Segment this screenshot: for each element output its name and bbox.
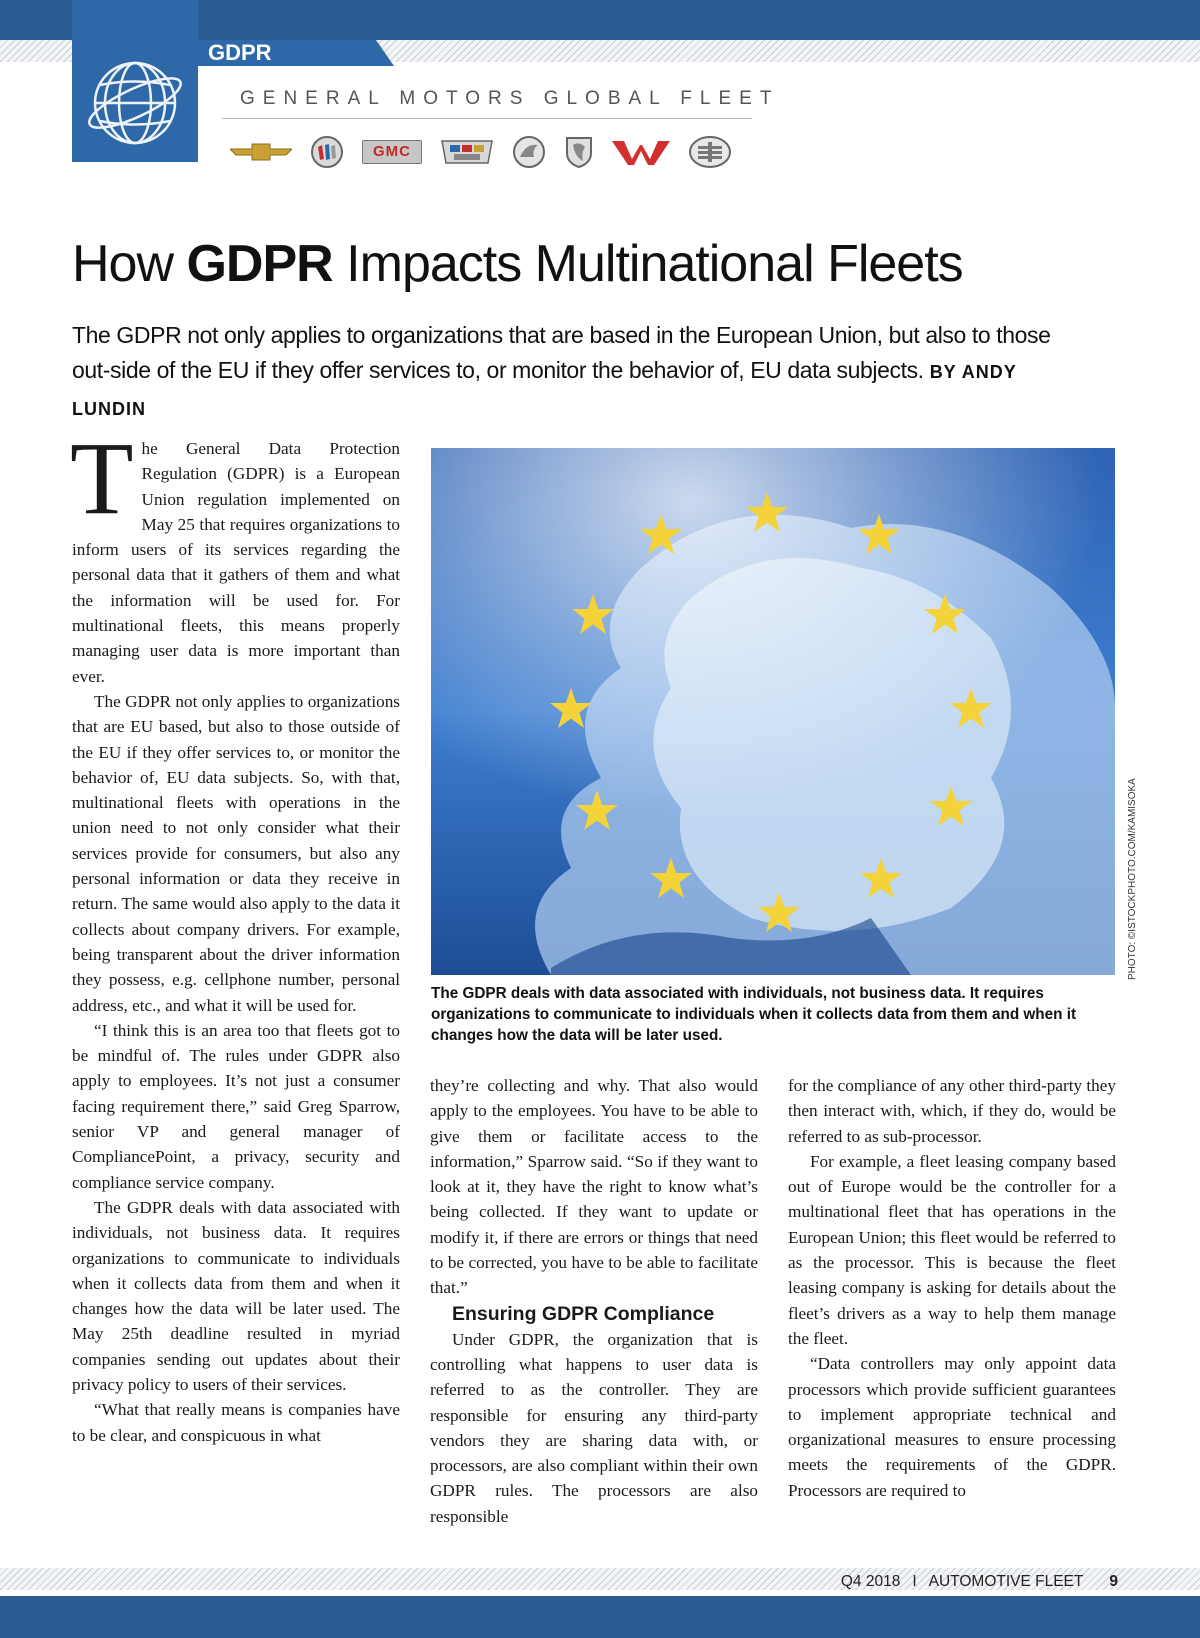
paragraph: The GDPR not only applies to organizations that are EU based, but also to those outside of the EU if they offer services to, or monitor the behavior of, EU data subjects. So, with that, multinational fleets with operations in the union need to not only consider what their services provide for consumers, but also any personal information or data they receive in return. The same would also apply to the data it collects about company drivers. For example, being transparent about the driver information they possess, e.g. cellphone number, personal address, etc., and what it will be used for.	[72, 691, 400, 1015]
page-footer	[841, 1568, 1118, 1596]
jiefang-logo-icon	[688, 135, 732, 169]
paragraph: For example, a fleet leasing company based out of Europe would be the controller for a multinational fleet that has operations in the European Union; this fleet would be referred to as the processor. This is because the fleet leasing company is asking for details about the fleet’s drivers as a way to help them manage the fleet.	[788, 1151, 1116, 1348]
page-number: 9	[1109, 1573, 1118, 1590]
section-subhead: Ensuring GDPR Compliance	[452, 1302, 715, 1325]
paragraph: The General Data Protection Regulation (GDPR) is a European Union regulation implemented on May 25 that requires organizations to inform users of its services regarding the personal data that it gathers of them and what the information will be used for. For multinational fleets, this means properly managing user data is more important than ever.	[70, 421, 400, 686]
paragraph: for the compliance of any other third-party they then interact with, which, if they do, would be referred to as sub-processor.	[788, 1076, 1116, 1146]
byline: BY ANDY LUNDIN	[72, 362, 1017, 419]
europe-stars-illustration	[431, 448, 1115, 975]
globe-icon	[82, 50, 188, 156]
brand-logo-row	[230, 132, 732, 172]
deck-text: The GDPR not only applies to organizations that are based in the European Union, but also to those out-side of the EU if they offer services to, or monitor the behavior of, EU data subjects.	[72, 322, 1051, 383]
drop-cap: T	[70, 421, 134, 536]
wuling-logo-icon	[612, 137, 670, 167]
photo-credit: PHOTO: ©ISTOCKPHOTO.COM/KAMISOKA	[1127, 778, 1138, 980]
buick-logo-icon	[310, 135, 344, 169]
article-headline	[72, 232, 963, 296]
headline-bold: GDPR	[186, 235, 333, 293]
eu-map-photo	[431, 448, 1115, 975]
cadillac-logo-icon	[440, 139, 494, 165]
holden-logo-icon	[512, 135, 546, 169]
section-tab-label: GDPR	[208, 40, 272, 65]
footer-issue: Q4 2018	[840, 1573, 901, 1590]
headline-pre: How	[72, 235, 187, 293]
baojun-logo-icon	[564, 135, 594, 169]
gmc-logo-icon: GMC	[362, 140, 422, 164]
headline-post: Impacts Multinational Fleets	[332, 235, 963, 293]
paragraph: “What that really means is companies have to be clear, and conspicuous in what	[72, 1400, 400, 1445]
globe-logo-box	[72, 0, 198, 162]
footer-separator: I	[912, 1573, 917, 1590]
bottom-color-band	[0, 1596, 1200, 1638]
chevrolet-logo-icon	[230, 142, 292, 162]
article-deck	[72, 318, 1082, 427]
photo-caption: The GDPR deals with data associated with individuals, not business data. It requires organizations to communicate to individuals when it collects data from them and when it changes how the data will be later used.	[431, 985, 1077, 1044]
article-column-1	[70, 421, 400, 1448]
paragraph: “Data controllers may only appoint data processors which provide sufficient guarantees to implement appropriate technical and organizational measures to ensure processing meets the requirements of the GDPR. Processors are required to	[788, 1354, 1116, 1500]
paragraph: “I think this is an area too that fleets got to be mindful of. The rules under GDPR also apply to employees. It’s not just a consumer facing requirement there,” said Greg Sparrow, senior VP and general manager of CompliancePoint, a privacy, security and compliance service company.	[72, 1020, 400, 1192]
article-column-2	[430, 1073, 758, 1529]
paragraph: they’re collecting and why. That also would apply to the employees. You have to be able to give them or facilitate access to the information,” Sparrow said. “So if they want to look at it, they have the right to know what’s being collected. If they want to update or modify it, if there are errors or things that need to be corrected, you have to be able to facilitate that.”	[430, 1076, 758, 1298]
paragraph: Under GDPR, the organization that is controlling what happens to user data is referred to as the controller. They are responsible for ensuring any third-party vendors they are sharing data with, or processors, are also compliant within their own GDPR rules. The processors are also responsible	[430, 1329, 758, 1526]
masthead-title: GENERAL MOTORS GLOBAL FLEET	[240, 88, 780, 109]
masthead-rule	[222, 118, 752, 119]
article-column-3	[788, 1073, 1116, 1503]
footer-magazine: AUTOMOTIVE FLEET	[928, 1573, 1084, 1590]
paragraph: The GDPR deals with data associated with individuals, not business data. It requires organizations to communicate to individuals when it collects data from them and when it changes how the data will be later used. The May 25th deadline resulted in myriad companies sending out updates about their privacy policy to users of their services.	[72, 1197, 400, 1394]
